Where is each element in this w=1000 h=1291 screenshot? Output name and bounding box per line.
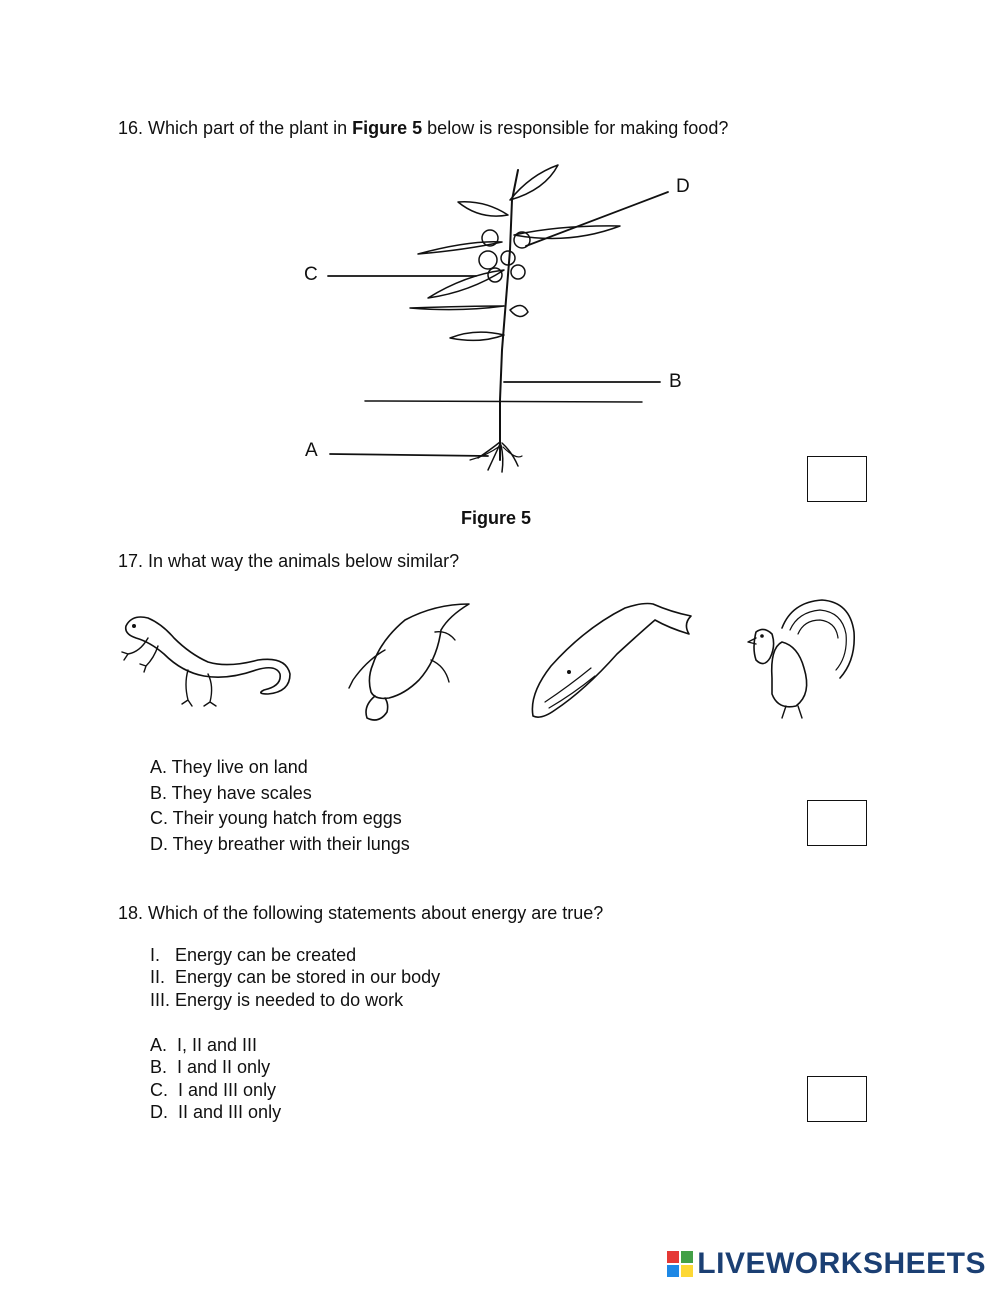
whale-image: [525, 598, 695, 723]
q18-answer-input[interactable]: [808, 1077, 870, 1123]
q18-option-b: B. I and II only: [150, 1057, 271, 1077]
logo-square-blue: [667, 1265, 679, 1277]
turkey-image: [742, 598, 857, 720]
q17-option-a: A. They live on land: [150, 757, 308, 777]
logo-text: LIVEWORKSHEETS: [697, 1247, 986, 1280]
pointer-line-a: [330, 454, 488, 456]
label-a: A: [305, 440, 318, 461]
q17-option-b: B. They have scales: [150, 783, 312, 803]
plant-roots: [470, 442, 522, 472]
question-17-text: 17. In what way the animals below similar?: [118, 551, 460, 571]
label-c: C: [304, 264, 318, 285]
q18-option-c: C. I and III only: [150, 1080, 277, 1100]
q18-statement-i: I. Energy can be created: [150, 945, 357, 965]
q17-answer-input[interactable]: [808, 801, 870, 847]
logo-grid-icon: [667, 1251, 693, 1277]
question-16-text: 16. Which part of the plant in Figure 5 below is responsible for making food?: [118, 118, 729, 138]
logo-square-red: [667, 1251, 679, 1263]
q18-option-d: D. II and III only: [150, 1102, 282, 1122]
q18-statement-iii: III. Energy is needed to do work: [150, 990, 404, 1010]
question-18-text: 18. Which of the following statements about energy are true?: [118, 903, 604, 923]
ground-line: [365, 401, 642, 402]
q16-answer-input[interactable]: [808, 457, 870, 503]
lizard-image: [118, 604, 298, 714]
q18-statement-ii: II. Energy can be stored in our body: [150, 967, 441, 987]
figure-caption: Figure 5: [461, 508, 532, 528]
plant-diagram: [290, 160, 720, 480]
logo-square-yellow: [681, 1265, 693, 1277]
plant-leaves: [410, 165, 620, 340]
q18-option-a: A. I, II and III: [150, 1035, 258, 1055]
q17-option-d: D. They breather with their lungs: [150, 834, 410, 854]
plant-flowers: [479, 230, 530, 282]
q17-option-c: C. Their young hatch from eggs: [150, 808, 402, 828]
pointer-line-d: [526, 192, 668, 246]
q17-answer-box[interactable]: [807, 800, 867, 846]
q18-answer-box[interactable]: [807, 1076, 867, 1122]
logo-square-green: [681, 1251, 693, 1263]
q16-answer-box[interactable]: [807, 456, 867, 502]
platypus-image: [345, 600, 475, 725]
label-b: B: [669, 371, 682, 392]
label-d: D: [676, 176, 690, 197]
liveworksheets-logo[interactable]: [667, 1247, 986, 1281]
